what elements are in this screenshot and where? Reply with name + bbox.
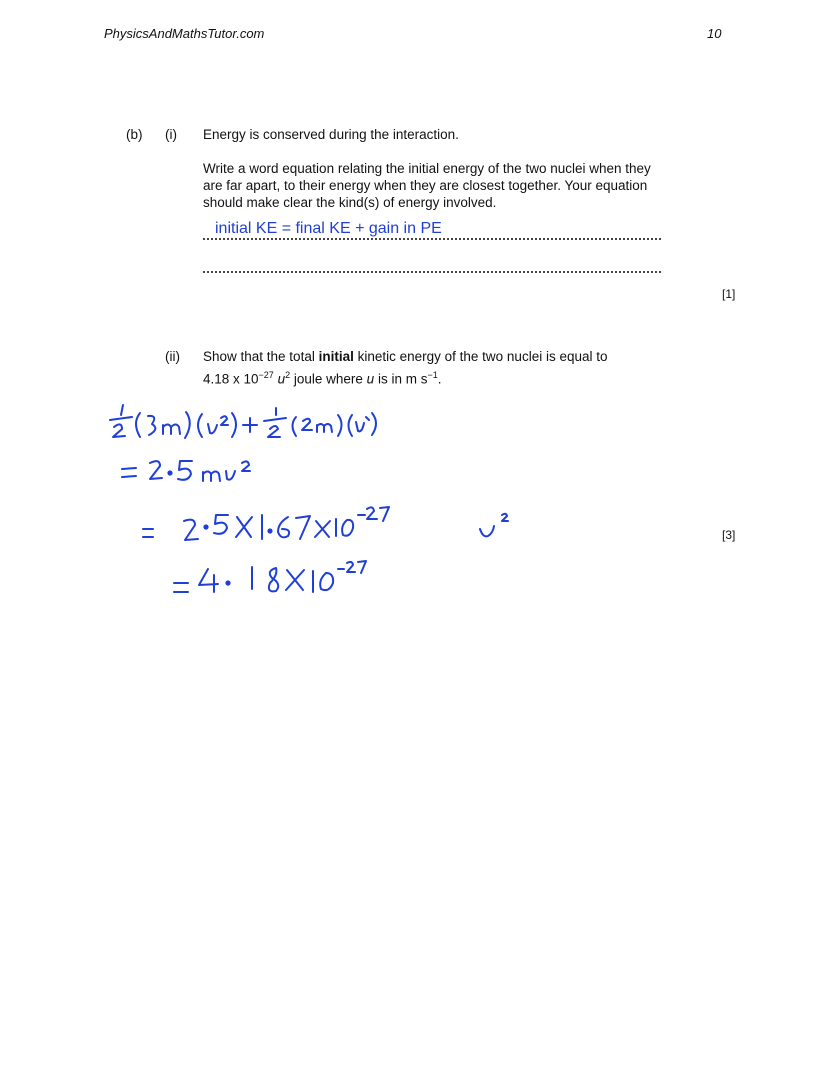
- hand-text-line-4: [100, 545, 520, 595]
- sub-ii-question-line1: [203, 348, 608, 365]
- site-header: PhysicsAndMathsTutor.com: [104, 26, 265, 41]
- answer-line-2: [203, 271, 661, 273]
- sub-i-statement: Energy is conserved during the interaction.: [203, 127, 459, 142]
- question-text: 4.18 x 10: [203, 371, 259, 387]
- exponent: 2: [285, 370, 291, 380]
- exponent: −1: [427, 370, 438, 380]
- answer-line-1: [203, 238, 661, 240]
- question-text: Show that the total: [203, 349, 319, 364]
- sub-ii-question-line2: [203, 367, 441, 388]
- part-b-label: (b): [126, 127, 143, 142]
- variable-u: u: [277, 371, 286, 387]
- hand-text-line-2: [100, 445, 520, 495]
- hand-text-line-1: [100, 395, 520, 445]
- handwritten-answer: initial KE = final KE + gain in PE: [215, 220, 442, 237]
- sub-ii-label: (ii): [165, 349, 180, 364]
- question-text: is in m s: [374, 371, 428, 387]
- instruction-line: Write a word equation relating the initial energy of the two nuclei when they: [203, 161, 651, 176]
- hand-text-line-3: [100, 495, 520, 545]
- exponent: −27: [258, 370, 274, 380]
- sub-i-label: (i): [165, 127, 177, 142]
- sub-i-instruction: [203, 160, 723, 211]
- variable-u: u: [366, 371, 375, 387]
- marks-ii: [3]: [722, 528, 736, 542]
- page-number: 10: [707, 26, 722, 41]
- instruction-line: should make clear the kind(s) of energy involved.: [203, 195, 497, 210]
- instruction-line: are far apart, to their energy when they are closest together. Your equation: [203, 178, 648, 193]
- question-text: .: [437, 371, 442, 387]
- marks-i: [1]: [722, 287, 736, 301]
- question-bold-word: initial: [318, 349, 354, 364]
- question-text: kinetic energy of the two nuclei is equal to: [353, 349, 608, 364]
- question-text: joule where: [290, 371, 367, 387]
